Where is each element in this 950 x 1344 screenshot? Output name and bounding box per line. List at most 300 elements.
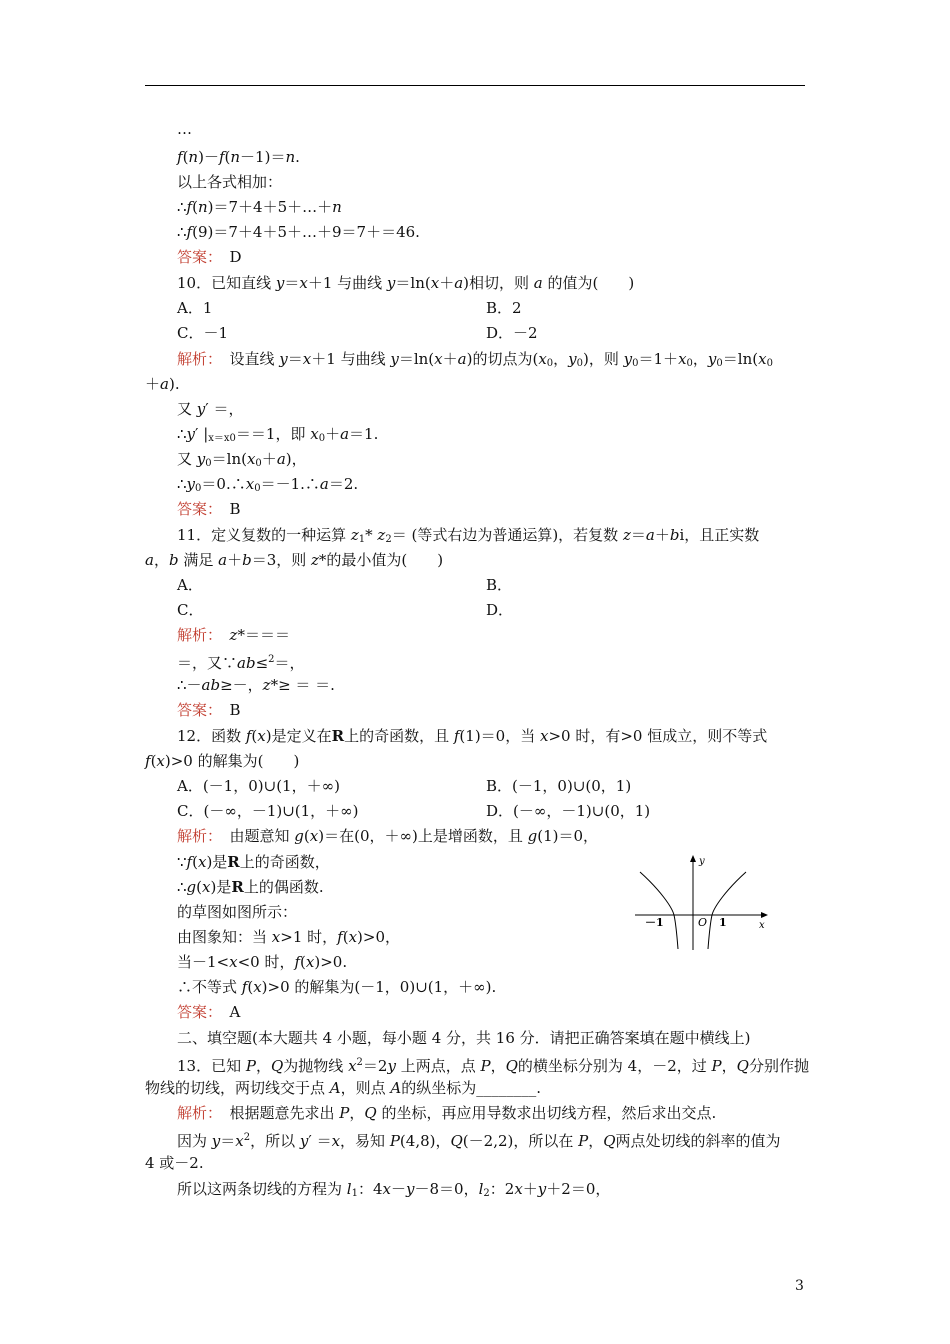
text-run: 上两点，点 <box>395 1057 481 1075</box>
text-run: f <box>186 198 193 216</box>
text-run: 根据题意先求出 <box>214 1104 340 1122</box>
text-run: )－ <box>198 148 219 166</box>
text-run: )是 <box>206 853 228 871</box>
line-l40 <box>177 1103 716 1123</box>
text-run: 1 <box>351 1188 358 1199</box>
text-run: ( <box>300 953 306 971</box>
text-run: ， <box>490 1057 506 1075</box>
text-run: B <box>214 500 241 518</box>
text-run: x <box>514 1180 523 1198</box>
text-run: ＝＝1，即 <box>235 425 311 443</box>
text-run: z <box>350 526 359 544</box>
line-l5 <box>177 222 420 242</box>
text-run: 解析： <box>177 827 215 845</box>
text-run: y <box>537 1180 547 1198</box>
text-run: Q <box>270 1057 284 1075</box>
text-run: 上的奇函数， <box>239 853 330 871</box>
text-run: P <box>578 1132 589 1150</box>
text-run: f <box>241 978 248 996</box>
text-run: x <box>758 350 767 368</box>
text-run: A．1 <box>177 299 213 317</box>
text-run: 当－1< <box>177 953 230 971</box>
line-l19a <box>177 575 203 595</box>
text-run: ＝0.∴ <box>201 475 246 493</box>
text-run: x <box>246 450 256 468</box>
text-run: x <box>253 978 262 996</box>
line-l8a <box>177 298 212 318</box>
text-run: 的值为( ) <box>542 274 635 292</box>
text-run: 答案： <box>177 248 215 266</box>
line-l36 <box>177 1002 240 1022</box>
text-run: ， <box>153 551 169 569</box>
text-run: a <box>645 526 655 544</box>
text-run: A <box>390 1079 402 1097</box>
text-run: y <box>390 350 399 368</box>
text-run: x <box>245 475 255 493</box>
text-run: 2 <box>268 654 275 665</box>
text-run: n <box>285 148 296 166</box>
text-run: D．(－∞，－1)∪(0，1) <box>486 802 651 820</box>
text-run: z <box>311 551 319 569</box>
text-run: 设直线 <box>214 350 280 368</box>
text-run: f <box>218 148 225 166</box>
text-run: a <box>319 475 329 493</box>
line-l4 <box>177 197 342 217</box>
text-run: ＝，又∵ <box>177 654 238 672</box>
text-run: )，则 <box>583 350 624 368</box>
text-run: z <box>622 526 631 544</box>
tick-pos-label: 1 <box>719 916 727 929</box>
text-run: f <box>145 752 151 770</box>
text-run: ≥－， <box>220 676 263 694</box>
text-run: ，所以 <box>250 1132 300 1150</box>
text-run: ＋1 与曲线 <box>311 350 391 368</box>
text-run: ， <box>255 1057 271 1075</box>
text-run: y <box>279 350 288 368</box>
text-run: l <box>346 1180 352 1198</box>
text-run: x <box>538 350 547 368</box>
text-run: 0 <box>254 483 261 494</box>
text-run: y <box>186 425 196 443</box>
text-run: 2 <box>483 1188 490 1199</box>
text-run: 解析： <box>177 350 215 368</box>
text-run: 0 <box>195 483 202 494</box>
line-l2 <box>177 147 300 167</box>
text-run: 2 <box>243 1132 251 1143</box>
line-l33 <box>177 927 400 947</box>
text-run: )>0 的解集为(－1，0)∪(1，＋∞). <box>261 978 497 996</box>
line-l26 <box>145 751 299 771</box>
text-run: 12．函数 <box>177 727 246 745</box>
text-run: ∴不等式 <box>177 978 242 996</box>
text-run: 0 <box>716 358 723 369</box>
text-run: y <box>196 450 206 468</box>
text-run: P <box>480 1057 491 1075</box>
text-run: f <box>177 148 183 166</box>
text-run: ＝ln( <box>211 450 247 468</box>
text-run: n <box>332 198 342 216</box>
text-run: ′ | <box>195 425 209 443</box>
text-run: Q <box>736 1057 749 1075</box>
text-run: ). <box>168 375 180 393</box>
text-run: ∴ <box>177 425 187 443</box>
text-run: ∴ <box>177 878 187 896</box>
text-run: f <box>294 953 301 971</box>
line-l32 <box>177 902 297 922</box>
text-run: D． <box>486 601 514 619</box>
text-run: x <box>430 274 440 292</box>
text-run: 的横坐标分别为 4，－2，过 <box>517 1057 712 1075</box>
text-run: 11．定义复数的一种运算 <box>177 526 351 544</box>
line-l38 <box>177 1053 809 1076</box>
text-run: y <box>299 1132 309 1150</box>
x-axis-arrow <box>761 912 768 918</box>
text-run: ＝1. <box>349 425 379 443</box>
line-l34 <box>177 952 347 972</box>
text-run: － <box>390 1180 406 1198</box>
text-run: 二、填空题(本大题共 4 小题，每小题 4 分，共 16 分．请把正确答案填在题中横线上) <box>177 1029 751 1047</box>
text-run: (9)＝7＋4＋5＋…＋9＝7＋＝46. <box>192 223 420 241</box>
text-run: 0 <box>632 358 639 369</box>
text-run: a <box>145 551 154 569</box>
tick-neg-label: －1 <box>645 916 664 929</box>
text-run: ＝ln( <box>722 350 759 368</box>
text-run: z <box>262 676 271 694</box>
text-run: ＋ <box>654 526 670 544</box>
text-run: x <box>229 953 238 971</box>
text-run: )相切，则 <box>463 274 534 292</box>
line-l20b <box>486 600 513 620</box>
text-run: x <box>331 1132 341 1150</box>
text-run: x＝x0 <box>208 433 236 444</box>
text-run: 由题意知 <box>214 827 295 845</box>
text-run: D <box>214 248 242 266</box>
text-run: ∴ <box>177 198 187 216</box>
text-run: y <box>275 274 285 292</box>
text-run: ≤ <box>255 654 269 672</box>
text-run: )＝7＋4＋5＋…＋ <box>207 198 333 216</box>
line-l13 <box>177 424 378 449</box>
text-run: 的草图如图所示： <box>177 903 298 921</box>
text-run: )>0， <box>357 928 400 946</box>
text-run: )>0. <box>314 953 348 971</box>
text-run: (4,8)， <box>399 1132 451 1150</box>
line-l23 <box>177 675 335 695</box>
text-run: 物线的切线，两切线交于点 <box>145 1079 330 1097</box>
text-run: 又 <box>177 450 197 468</box>
text-run: ，则点 <box>340 1079 391 1097</box>
text-run: ＝－1.∴ <box>260 475 320 493</box>
text-run: )是 <box>210 878 232 896</box>
text-run: ， <box>588 1132 604 1150</box>
text-run: ( <box>247 978 254 996</box>
text-run: 2 <box>385 534 392 545</box>
text-run: Q <box>364 1104 377 1122</box>
text-run: ＝2. <box>328 475 359 493</box>
text-run: x <box>299 274 308 292</box>
text-run: 答案： <box>177 701 215 719</box>
line-l18 <box>145 550 443 570</box>
text-run: ′ ＝ <box>308 1132 332 1150</box>
text-run: y <box>568 350 577 368</box>
text-run: 为抛物线 <box>283 1057 349 1075</box>
text-run: P <box>339 1104 350 1122</box>
text-run: x <box>310 425 319 443</box>
text-run: x <box>539 727 549 745</box>
line-l43 <box>177 1179 610 1204</box>
text-run: ′ ＝， <box>205 400 244 418</box>
text-run: a <box>276 450 286 468</box>
text-run: ， <box>721 1057 737 1075</box>
text-run: (1)＝0， <box>537 827 599 845</box>
text-run: 分别作抛 <box>748 1057 809 1075</box>
line-l17 <box>177 525 759 550</box>
text-run: ( <box>303 827 310 845</box>
line-l9b <box>486 323 538 343</box>
text-run: ＝ (等式右边为普通运算)，若复数 <box>391 526 623 544</box>
text-run: )的切点为( <box>466 350 539 368</box>
text-run: ＋ <box>325 425 341 443</box>
text-run: －8＝0， <box>414 1180 479 1198</box>
text-run: y <box>386 274 396 292</box>
text-run: x <box>348 928 358 946</box>
text-run: Q <box>450 1132 463 1150</box>
text-run: ∴ <box>177 223 187 241</box>
text-run: P <box>245 1057 256 1075</box>
text-run: ＋ <box>227 551 243 569</box>
text-run: y <box>387 1057 396 1075</box>
line-l12 <box>177 399 243 419</box>
text-run: ∴－ <box>177 676 202 694</box>
text-run: x <box>202 878 211 896</box>
text-run: ＋ <box>442 350 458 368</box>
text-run: A． <box>177 576 203 594</box>
text-run: f <box>453 727 460 745</box>
text-run: a <box>454 274 464 292</box>
line-l14 <box>177 449 307 474</box>
text-run: *＝＝＝ <box>237 626 290 644</box>
text-run: i，且正实数 <box>679 526 760 544</box>
text-run: >1 时， <box>280 928 338 946</box>
line-l3 <box>177 172 282 192</box>
text-run: A <box>329 1079 341 1097</box>
text-run: ( <box>251 727 258 745</box>
text-run: A <box>214 1003 241 1021</box>
text-run: )是定义在 <box>265 727 332 745</box>
text-run: 0 <box>576 358 584 369</box>
text-run: y <box>623 350 633 368</box>
line-l27a <box>177 776 340 796</box>
line-l8b <box>486 298 522 318</box>
text-run: f <box>245 727 252 745</box>
text-run: g <box>527 827 538 845</box>
text-run: 的坐标，再应用导数求出切线方程，然后求出交点. <box>376 1104 717 1122</box>
text-run: 1 <box>358 534 366 545</box>
text-run: a <box>218 551 228 569</box>
text-run: x <box>271 928 281 946</box>
text-run: ( <box>182 148 189 166</box>
text-run: ＝1＋ <box>638 350 679 368</box>
text-run: 0 <box>205 458 212 469</box>
text-run: 解析： <box>177 1104 215 1122</box>
text-run: z <box>377 526 386 544</box>
text-run: ( <box>224 148 231 166</box>
line-l6 <box>177 247 242 267</box>
text-run: ＝3，则 <box>251 551 312 569</box>
text-run: 的纵坐标为________. <box>401 1079 542 1097</box>
line-l1 <box>177 119 192 139</box>
text-run: )， <box>285 450 307 468</box>
text-run: n <box>230 148 241 166</box>
text-run: 又 <box>177 400 197 418</box>
text-run: C． <box>177 601 204 619</box>
text-run: a <box>160 375 169 393</box>
line-l28b <box>486 801 650 821</box>
x-axis-label: x <box>759 920 765 931</box>
text-run: 所以这两条切线的方程为 <box>177 1180 347 1198</box>
text-run: 两点处切线的斜率的值为 <box>615 1132 781 1150</box>
text-run: 解析： <box>177 626 215 644</box>
function-sketch-graph <box>632 852 772 952</box>
line-l37 <box>177 1028 751 1048</box>
text-run: 0 <box>766 358 773 369</box>
line-l10 <box>177 349 773 374</box>
text-run: ＋ <box>522 1180 538 1198</box>
text-run: ， <box>692 350 708 368</box>
text-run: R <box>227 853 240 871</box>
text-run: 0 <box>318 433 326 444</box>
text-run: 答案： <box>177 1003 215 1021</box>
text-run: )＝在(0，＋∞)上是增函数，且 <box>318 827 528 845</box>
text-run: ：4 <box>357 1180 383 1198</box>
text-run: x <box>305 953 315 971</box>
line-l31 <box>177 877 324 897</box>
text-run: . <box>295 148 300 166</box>
text-run: y <box>186 475 196 493</box>
line-l30 <box>177 852 330 872</box>
text-run: 以上各式相加： <box>177 173 283 191</box>
text-run: ， <box>349 1104 365 1122</box>
text-run: C．(－∞，－1)∪(1，＋∞) <box>177 802 359 820</box>
text-run: ＝， <box>274 654 305 672</box>
text-run: D．－2 <box>486 324 538 342</box>
line-l21 <box>177 625 290 645</box>
text-run: ∵ <box>177 853 187 871</box>
text-run: x <box>257 727 266 745</box>
text-run: >0 时，有>0 恒成立，则不等式 <box>548 727 768 745</box>
text-run: y <box>406 1180 415 1198</box>
line-l20a <box>177 600 203 620</box>
text-run: ( <box>196 878 203 896</box>
text-run: (－2,2)，所以在 <box>462 1132 579 1150</box>
line-l9a <box>177 323 228 343</box>
line-l35 <box>177 977 496 997</box>
text-run: 上的偶函数. <box>243 878 324 896</box>
text-run: x <box>156 752 165 770</box>
text-run: ，易知 <box>340 1132 390 1150</box>
text-run: R <box>331 727 345 745</box>
text-run: ＝ln( <box>395 274 431 292</box>
text-run: －1)＝ <box>240 148 286 166</box>
text-run: (1)＝0，当 <box>459 727 540 745</box>
text-run: 4 或－2. <box>145 1154 204 1172</box>
text-run: ab <box>237 654 256 672</box>
line-l27b <box>486 776 631 796</box>
line-l41 <box>177 1128 781 1151</box>
text-run: ：2 <box>489 1180 515 1198</box>
text-run: ＋ <box>261 450 277 468</box>
text-run: y <box>196 400 206 418</box>
line-l11 <box>145 374 180 394</box>
text-run: l <box>478 1180 484 1198</box>
text-run: B <box>214 701 241 719</box>
text-run: ( <box>150 752 157 770</box>
text-run: 10．已知直线 <box>177 274 276 292</box>
text-run: n <box>197 198 208 216</box>
text-run: *的最小值为( ) <box>318 551 444 569</box>
text-run: C．－1 <box>177 324 229 342</box>
line-l7 <box>177 273 634 293</box>
text-run: g <box>186 878 197 896</box>
text-run: ＋1 与曲线 <box>307 274 387 292</box>
y-axis-arrow <box>690 855 696 862</box>
left-branch-curve <box>640 872 678 949</box>
text-run: ＋2＝0， <box>546 1180 611 1198</box>
right-branch-curve <box>708 872 746 949</box>
text-run: 上的奇函数，且 <box>344 727 454 745</box>
text-run: Q <box>505 1057 518 1075</box>
line-l25 <box>177 726 767 746</box>
text-run: b <box>242 551 252 569</box>
text-run: a <box>340 425 350 443</box>
text-run: B．(－1，0)∪(0，1) <box>486 777 632 795</box>
text-run: R <box>231 878 244 896</box>
text-run: g <box>294 827 304 845</box>
line-l42 <box>145 1153 204 1173</box>
text-run: x <box>197 853 207 871</box>
text-run: 由图象知：当 <box>177 928 272 946</box>
text-run: a <box>533 274 543 292</box>
text-run: 0 <box>255 458 262 469</box>
text-run: ＝ <box>630 526 646 544</box>
line-l28a <box>177 801 359 821</box>
text-run: a <box>457 350 467 368</box>
text-run: x <box>382 1180 391 1198</box>
text-run: A．(－1，0)∪(1，＋∞) <box>177 777 340 795</box>
text-run: ＝ <box>287 350 303 368</box>
line-l39 <box>145 1078 541 1098</box>
text-run: f <box>186 223 193 241</box>
text-run: *≥ ＝ ＝. <box>270 676 335 694</box>
text-run: Q <box>603 1132 616 1150</box>
text-run: ＋ <box>145 375 161 393</box>
text-run: ＋ <box>439 274 455 292</box>
text-run: 13．已知 <box>177 1057 246 1075</box>
line-l19b <box>486 575 512 595</box>
text-run: x <box>235 1132 244 1150</box>
text-run: 0 <box>686 358 693 369</box>
text-run: n <box>188 148 199 166</box>
text-run: ＝ <box>284 274 300 292</box>
text-run: B． <box>486 576 513 594</box>
text-run: z <box>229 626 238 644</box>
text-run: 0 <box>546 358 554 369</box>
text-run: y <box>707 350 717 368</box>
text-run: 因为 <box>177 1132 212 1150</box>
line-l16 <box>177 499 241 519</box>
line-l15 <box>177 474 358 499</box>
line-l29 <box>177 826 598 846</box>
